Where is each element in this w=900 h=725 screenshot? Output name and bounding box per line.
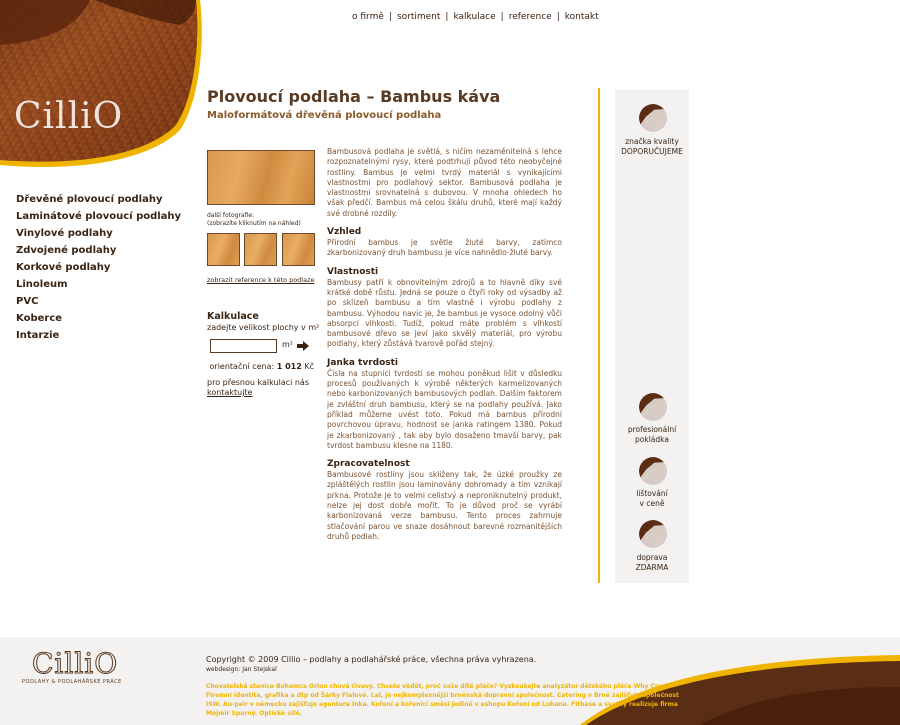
calculator-title: Kalkulace	[207, 311, 259, 322]
badge-line: v ceně	[639, 498, 665, 508]
nav-separator: |	[556, 12, 560, 22]
section-heading-vzhled: Vzhled	[327, 227, 362, 238]
section-heading-vlastnosti: Vlastnosti	[327, 266, 379, 277]
thumbnail-photo-1[interactable]	[207, 233, 240, 266]
nav-separator: |	[388, 12, 392, 22]
badge-line: doprava	[636, 553, 668, 562]
wood-swoosh-graphic	[0, 0, 215, 175]
section-heading-zpracovatelnost: Zpracovatelnost	[327, 459, 410, 470]
nav-separator: |	[445, 12, 449, 22]
nav-kalkulace[interactable]: kalkulace	[453, 12, 496, 22]
delivery-badge-icon	[639, 520, 667, 548]
menu-item-intarzie[interactable]: Intarzie	[16, 330, 60, 341]
intro-paragraph: Bambusová podlaha je světlá, s ničím nezaměnitelná s lehce rozpoznatelnými rysy, které podtrhují původ této neobyčejné rostliny. Bambus je velmi tvrdý materiál s vynikajícími vlastnostmi pro podlahový sektor. Bambusová podlaha je vlastnostmi srovnatelná s dubovou. V mnoha ohledech ho však předčí. Bambus má celou škálu druhů, které mají každý své drobné rozdíly.	[327, 147, 562, 218]
footer-logo-text: CilliO	[32, 647, 119, 680]
arrow-right-icon[interactable]	[297, 341, 309, 351]
footer-partner-links[interactable]: Chovatelská stanice Bohemca Orion chová čivavy. Chcete vědět, proč vaše dítě pláče? Vyzkoušejte analyzátor dětského pláče Why Cry. Firemní identita, grafika a dtp od Šárky Fialové. Lal, je nejkomplexnější brněnská dopravní společnost. Catering v Brně zajišťuje společnost ISW. Au-pair v německu zajišťuje agentura Inka. Koření a kořenící směsi jedině v eshopu Koření od Lubana. Fitbase a svatby realizuje firma Mojmír Spurný. Optické sítě.	[206, 683, 679, 717]
section-text-zpracovatelnost: Bambusové rostliny jsou skliženy tak, že úzké proužky ze zpláštělých rostlin jsou laminovány dohromady a tím vznikají prkna. Protože je to velmi celistvý a neproniknutelný produkt, nelze jej dost dobře mořit. To je důvod proč se vyrábí karbonizovaná verze bambusu. Tento proces zahrnuje stlačování parou ve snaze dosáhnout barevné rozmanitějších druhů podlah.	[327, 470, 562, 541]
top-nav	[352, 12, 599, 22]
yellow-divider	[598, 88, 600, 583]
area-unit: m²	[282, 340, 293, 349]
nav-o-firme[interactable]: o firmě	[352, 12, 384, 22]
badge-line: profesionální	[627, 425, 677, 434]
nav-sortiment[interactable]: sortiment	[396, 12, 441, 22]
calculator-note	[207, 378, 317, 398]
calculator-prompt: zadejte velikost plochy v m²	[207, 323, 320, 332]
badge-line: ZDARMA	[635, 562, 669, 572]
badge-line: pokládka	[635, 434, 669, 444]
badge-line: lištování	[636, 489, 668, 498]
page-title: Plovoucí podlaha – Bambus káva	[207, 87, 501, 106]
main-product-photo[interactable]	[207, 150, 315, 205]
menu-item-zdvojene[interactable]: Zdvojené podlahy	[16, 245, 117, 256]
calculator-note-text: pro přesnou kalkulaci nás	[207, 378, 309, 387]
reference-link[interactable]: zobrazit reference k této podlaze	[207, 276, 315, 284]
badge-line: DOPORUČUJEME	[621, 146, 683, 156]
contact-link[interactable]: kontaktujte	[207, 388, 253, 397]
footer	[0, 637, 900, 725]
badge-quality	[615, 137, 689, 156]
page-subtitle: Maloformátová dřevěná plovoucí podlaha	[207, 110, 442, 121]
quality-badge-icon	[639, 104, 667, 132]
section-text-vlastnosti: Bambusy patří k obnovitelným zdrojů a to hlavně díky své krátké době růstu. Jedná se pouze o čtyři roky od výsadby až po sklizeň bambusu a tím vlastně i výrobu podlahy z bambusu. Výhodou navíc je, že bambus je vysoce odolný vůči absorpci vlhkosti. Tudíž, pokud máte problém s vlhkostí bambusové dřevo se jeví jako skvělý materiál, pro výrobu podlahy, který zůstává tvarově pořád stejný.	[327, 277, 562, 349]
menu-item-koberce[interactable]: Koberce	[16, 313, 63, 324]
area-input[interactable]	[210, 339, 277, 353]
price-label: orientační cena:	[209, 362, 275, 371]
right-badges-panel	[615, 90, 689, 583]
badge-delivery	[615, 553, 689, 572]
installation-badge-icon	[639, 393, 667, 421]
thumbnail-photo-2[interactable]	[244, 233, 277, 266]
product-description	[327, 147, 562, 542]
nav-kontakt[interactable]: kontakt	[564, 12, 599, 22]
photo-caption	[207, 212, 301, 228]
webdesign-credit: webdesign: Jan Stejskal	[206, 666, 277, 673]
price-currency: Kč	[304, 362, 314, 371]
header-logo-area	[0, 0, 215, 175]
menu-item-korkove[interactable]: Korkové podlahy	[16, 262, 111, 273]
price-value: 1 012	[276, 362, 302, 371]
section-text-vzhled: Přírodní bambus je světle žluté barvy, zatímco zkarbonizovaný druh bambusu je více nahnědlo-žluté barvy.	[327, 238, 562, 258]
menu-item-vinylove[interactable]: Vinylové podlahy	[16, 228, 113, 239]
menu-item-pvc[interactable]: PVC	[16, 296, 39, 307]
thumbnail-photo-3[interactable]	[282, 233, 315, 266]
nav-reference[interactable]: reference	[508, 12, 552, 22]
badge-trim	[615, 489, 689, 508]
photo-caption-line1: další fotografie:	[207, 212, 255, 219]
left-menu	[16, 193, 196, 346]
logo-text[interactable]: CilliO	[14, 96, 124, 137]
footer-logo-subtitle: PODLAHY & PODLAHÁŘSKÉ PRÁCE	[22, 679, 122, 685]
nav-separator: |	[500, 12, 504, 22]
menu-item-drevene[interactable]: Dřevěné plovoucí podlahy	[16, 194, 163, 205]
section-text-janka: Čísla na stupnici tvrdosti se mohou poněkud lišit v důsledku procesů používaných k výrobě některých karmelizovaných nebo karbonizovaných bambusových podlah. Dalším faktorem je zvláštní druh bambusu, který se na podlahy používá. Jako příklad můžeme uvést toto. Pokud má bambus přírodní povrchovou úpravu, hodnost se janka ratingem 1380. Pokud je zkarbonizovaný , tak aby bylo dosaženo tmavší barvy, pak tvrdost bambusu klesne na 1180.	[327, 368, 562, 450]
price-line	[207, 362, 314, 371]
section-heading-janka: Janka tvrdosti	[327, 357, 398, 368]
footer-logo[interactable]	[22, 649, 132, 685]
trim-badge-icon	[639, 457, 667, 485]
badge-line: značka kvality	[625, 137, 679, 146]
badge-installation	[615, 425, 689, 444]
menu-item-linoleum[interactable]: Linoleum	[16, 279, 68, 290]
menu-item-laminatove[interactable]: Laminátové plovoucí podlahy	[16, 211, 182, 222]
photo-caption-line2: (zobrazíte kliknutím na náhled)	[207, 220, 301, 227]
copyright-text: Copyright © 2009 Cillio – podlahy a podlahářské práce, všechna práva vyhrazena.	[206, 655, 537, 664]
